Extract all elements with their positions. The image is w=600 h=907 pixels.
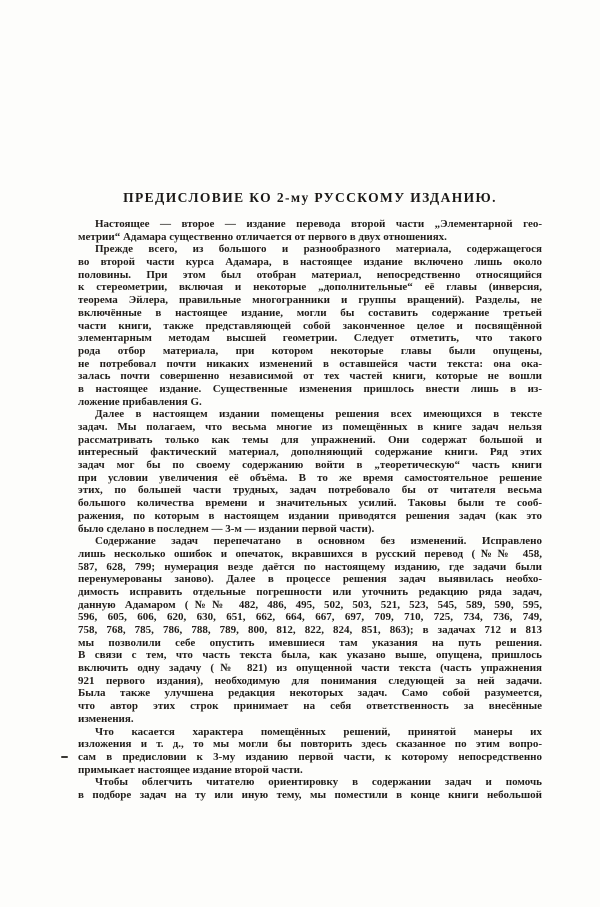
text-line: изменения. — [78, 712, 134, 725]
text-line: в подборе задач на ту или иную тему, мы поместили в конце книги небольшой — [78, 788, 542, 801]
text-line: перенумерованы заново). Далее в процессе решения задач выявилась необхо- — [78, 573, 542, 586]
text-line: интересный фактический материал, дополняющий содержание книги. Ряд этих — [78, 446, 542, 459]
text-line: во второй части курса Адамара, в настоящее издание включено лишь около — [78, 256, 542, 269]
text-line: что автор этих строк принимает на себя ответственность за внесённые — [78, 700, 542, 713]
text-line: большого количества времени и значительных усилий. Таковы были те сооб- — [78, 497, 542, 510]
text-line: примыкает настоящее издание второй части. — [78, 763, 303, 776]
text-line: залась почти совершенно независимой от тех частей книги, которые не вошли — [78, 370, 542, 383]
text-line: этих, по большей части трудных, задач потребовало бы от читателя весьма — [78, 484, 542, 497]
text-line: ражения, по которым в настоящем издании приводятся решения задач (как это — [78, 509, 542, 522]
text-line: теорема Эйлера, правильные многогранники и группы вращений). Разделы, не — [78, 294, 542, 307]
body-text — [78, 218, 542, 802]
text-line: к стереометрии, включая и некоторые „дополнительные“ её главы (инверсия, — [78, 281, 542, 294]
paragraph-1 — [78, 218, 542, 243]
text-line: Содержание задач перепечатано в основном без изменений. Исправлено — [95, 535, 542, 548]
text-line: рода отбор материала, при котором некоторые главы были опущены, — [78, 344, 542, 357]
text-line: в настоящее издание. Существенные изменения пришлось внести лишь в из- — [78, 382, 542, 395]
text-line: данную Адамаром (№№ 482, 486, 495, 502, 503, 521, 523, 545, 589, 590, 595, — [78, 598, 542, 611]
paragraph-4 — [78, 535, 542, 725]
text-line: включённые в настоящее издание, могли бы составить содержание третьей — [78, 306, 542, 319]
text-line: 587, 628, 799; нумерация везде даётся по настоящему изданию, где задачи были — [78, 560, 542, 573]
text-line: лишь несколько ошибок и опечаток, вкравшихся в русский перевод (№№ 458, — [78, 547, 542, 560]
text-line: метрии“ Адамара существенно отличается от первого в двух отношениях. — [78, 230, 447, 243]
text-line: ложение прибавления G. — [78, 395, 202, 408]
scan-artifact-dash — [61, 756, 68, 758]
text-line: задач мог бы по своему содержанию войти в „теоретическую“ часть книги — [78, 459, 542, 472]
text-line: сам в предисловии к 3-му изданию первой части, к которому непосредственно — [78, 750, 542, 763]
text-line: Прежде всего, из большого и разнообразного материала, содержащегося — [95, 243, 542, 256]
paragraph-6 — [78, 776, 542, 801]
text-line: 758, 768, 785, 786, 788, 789, 800, 812, 822, 824, 851, 863); в задачах 712 и 813 — [78, 624, 542, 636]
paragraph-3 — [78, 408, 542, 535]
paragraph-5 — [78, 726, 542, 777]
text-line: рассматривать только как темы для упражнений. Они содержат большой и — [78, 433, 542, 446]
text-line: половины. При этом был отобран материал, непосредственно относящийся — [78, 268, 542, 281]
text-line: В связи с тем, что часть текста была, как указано выше, опущена, пришлось — [78, 649, 542, 662]
text-line: не потребовал почти никаких изменений в оставшейся части текста: она ока- — [78, 357, 542, 370]
page-title: ПРЕДИСЛОВИЕ КО 2-му РУССКОМУ ИЗДАНИЮ. — [123, 190, 497, 205]
text-line: при условии увеличения её объёма. В то же время самостоятельное решение — [78, 471, 542, 484]
text-line: Далее в настоящем издании помещены решения всех имеющихся в тексте — [95, 408, 542, 421]
text-line: части книги, также представляющей собой законченное целое и посвящённой — [78, 319, 542, 332]
text-line: димость исправить отдельные погрешности или уточнить редакцию ряда задач, — [78, 585, 542, 598]
text-line: задач. Мы полагаем, что весьма многие из помещённых в книге задач нельзя — [78, 421, 542, 433]
text-line: было сделано в последнем — 3-м — издании первой части). — [78, 522, 375, 535]
text-line: элементарным методам высшей геометрии. Следует отметить, что такого — [78, 332, 542, 345]
text-line: включить одну задачу (№ 821) из опущенной части текста (часть упражнения — [78, 662, 542, 675]
text-line: Чтобы облегчить читателю ориентировку в содержании задач и помочь — [95, 776, 542, 789]
text-line: изложения и т. д., то мы могли бы повторить здесь сказанное по этим вопро- — [78, 738, 542, 751]
text-line: 596, 605, 606, 620, 630, 651, 662, 664, 667, 697, 709, 710, 725, 734, 736, 749, — [78, 611, 542, 624]
text-line: мы позволили себе опустить имевшиеся там указания на путь решения. — [78, 636, 542, 649]
paragraph-2 — [78, 243, 542, 408]
text-line: Что касается характера помещённых решений, принятой манеры их — [95, 725, 542, 738]
text-line: Была также улучшена редакция некоторых задач. Само собой разумеется, — [78, 687, 542, 700]
text-line: 921 первого издания), необходимую для понимания следующей за ней задачи. — [78, 674, 542, 687]
text-line: Настоящее — второе — издание перевода второй части „Элементарной гео- — [95, 218, 542, 230]
